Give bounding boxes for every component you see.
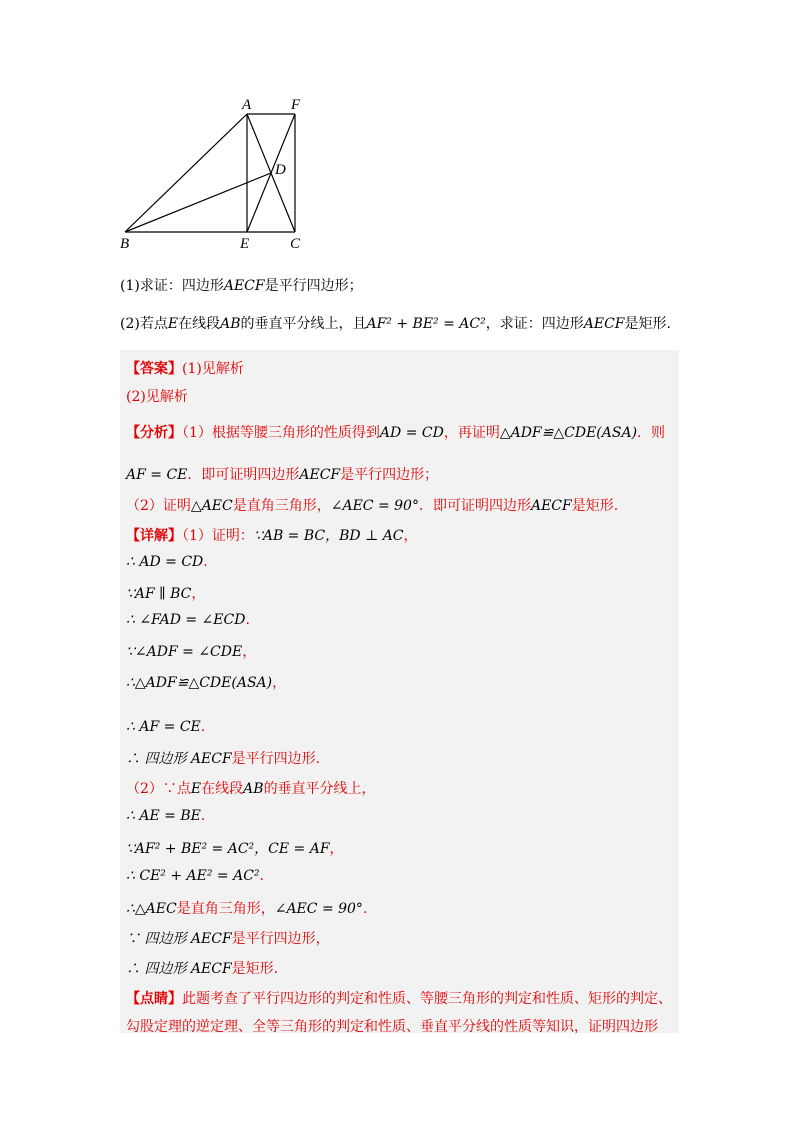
detail-step-6: ∴ AF = CE.	[126, 719, 206, 735]
label-E: E	[240, 236, 250, 252]
detail2-step-4: ∴△AEC是直角三角形，∠AEC = 90°.	[126, 901, 368, 917]
detail2-step-6: ∴ 四边形 AECF是矩形.	[126, 961, 279, 977]
label-F: F	[291, 97, 301, 113]
comment-line-1: 【点睛】此题考查了平行四边形的判定和性质、等腰三角形的判定和性质、矩形的判定、	[126, 991, 672, 1007]
detail-step-7: ∴ 四边形 AECF是平行四边形.	[126, 751, 321, 767]
analysis-line-2: AF = CE．即可证明四边形AECF是平行四边形；	[126, 467, 439, 483]
answer-line-2: (2)见解析	[126, 389, 188, 405]
detail2-step-5: ∵ 四边形 AECF是平行四边形，	[126, 931, 330, 947]
detail-part-2: （2）∵点E在线段AB的垂直平分线上，	[126, 781, 376, 797]
detail-line-1: 【详解】（1）证明：∵AB = BC，BD ⊥ AC，	[126, 528, 418, 544]
detail2-step-2: ∵AF² + BE² = AC²，CE = AF，	[126, 841, 344, 857]
analysis-line-3: （2）证明△AEC是直角三角形，∠AEC = 90°．即可证明四边形AECF是矩形.	[126, 498, 619, 514]
comment-line-2: 勾股定理的逆定理、全等三角形的判定和性质、垂直平分线的性质等知识，证明四边形	[126, 1019, 658, 1035]
question-1: (1)求证：四边形AECF是平行四边形；	[120, 278, 363, 294]
label-C: C	[290, 236, 301, 252]
label-B: B	[120, 236, 130, 252]
geometry-figure	[110, 92, 330, 252]
detail-step-3: ∴ ∠FAD = ∠ECD.	[126, 612, 250, 628]
detail-step-2: ∵AF ∥ BC，	[126, 586, 206, 602]
analysis-line-1: 【分析】（1）根据等腰三角形的性质得到AD = CD，再证明△ADF≌△CDE(ASA)．则	[126, 425, 666, 441]
detail-step-4: ∵∠ADF = ∠CDE，	[126, 644, 257, 660]
answer-section	[120, 350, 679, 1033]
detail2-step-1: ∴ AE = BE.	[126, 808, 206, 824]
detail-step-1: ∴ AD = CD.	[126, 554, 208, 570]
answer-line-1: 【答案】(1)见解析	[126, 361, 244, 377]
question-2: (2)若点E在线段AB的垂直平分线上，且AF² + BE² = AC²，求证：四边形AECF是矩形.	[120, 316, 671, 332]
detail2-step-3: ∴ CE² + AE² = AC².	[126, 868, 264, 884]
detail-step-5: ∴△ADF≌△CDE(ASA)，	[126, 675, 287, 691]
label-A: A	[242, 97, 252, 113]
label-D: D	[275, 162, 286, 178]
